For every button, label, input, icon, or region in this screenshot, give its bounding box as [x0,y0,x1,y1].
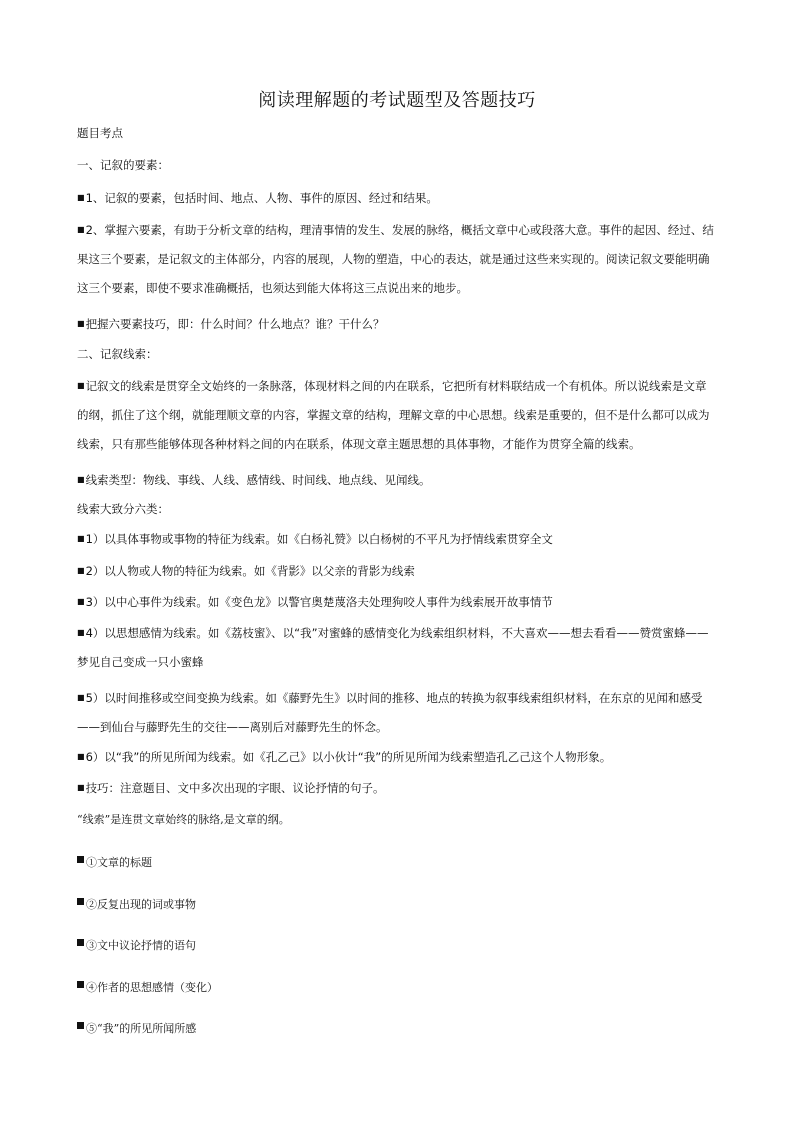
section-label: 题目考点 [77,126,123,140]
paragraph-clue-def: ■记叙文的线索是贯穿全文始终的一条脉落，体现材料之间的内在联系，它把所有材料联结成一个有机体。所以说线索是文章的纲，抓住了这个纲，就能理顺文章的内容，掌握文章的结构，理解文章的中心思想。线索是重要的，但不是什么都可以成为线索，只有那些能够体现各种材料之间的内在联系，体现文章主题思想的具体事物，才能作为贯穿全篇的线索。 [77,379,710,451]
bullet-icon: ■ [77,628,85,637]
heading-narrative-elements: 一、记叙的要素： [77,158,169,172]
bullet-icon: ■ [77,381,85,390]
bullet-icon: ■ [77,783,85,792]
list-item-clue-6: ■6）以“我”的所见所闻为线索。如《孔乙己》以小伙计“我”的所见所闻为线索塑造孔乙己这个人物形象。 [77,750,612,764]
bullet-icon: ■ [77,534,85,543]
heading-narrative-clue: 二、记叙线索： [77,347,158,361]
bullet-icon: ■ [77,193,85,202]
list-item-hint-4: ④作者的思想感情（变化） [77,980,218,996]
list-item-clue-1: ■1）以具体事物或事物的特征为线索。如《白杨礼赞》以白杨树的不平凡为抒情线索贯穿全文 [77,532,553,546]
list-item-clue-2: ■2）以人物或人物的特征为线索。如《背影》以父亲的背影为线索 [77,564,415,578]
paragraph-elements-def: ■1、记叙的要素，包括时间、地点、人物、事件的原因、经过和结果。 [77,191,438,205]
paragraph-six-elements-tip: ■把握六要素技巧，即：什么时间？什么地点？谁？干什么？ [77,317,385,331]
list-item-clue-5: ■5）以时间推移或空间变换为线索。如《藤野先生》以时间的推移、地点的转换为叙事线索组织材料，在东京的见闻和感受——到仙台与藤野先生的交往——离别后对藤野先生的怀念。 [77,691,703,734]
bullet-icon [77,856,84,863]
list-item-hint-2: ②反复出现的词或事物 [77,897,196,913]
bullet-icon: ■ [77,752,85,761]
bullet-icon: ■ [77,566,85,575]
bullet-icon [77,939,84,946]
bullet-icon [77,981,84,988]
quote-clue: “线索”是连贯文章始终的脉络,是文章的纲。 [77,813,290,826]
list-item-hint-3: ③文中议论抒情的语句 [77,938,196,954]
bullet-icon: ■ [77,693,85,702]
bullet-icon [77,898,84,905]
bullet-icon: ■ [77,225,85,234]
list-item-hint-5: ⑤“我”的所见所闻所感 [77,1021,196,1037]
paragraph-clue-types: ■线索类型：物线、事线、人线、感情线、时间线、地点线、见闻线。 [77,473,431,487]
bullet-icon: ■ [77,475,85,484]
list-item-clue-4: ■4）以思想感情为线索。如《荔枝蜜》、以“我”对蜜蜂的感情变化为线索组织材料，不大喜欢——想去看看——赞赏蜜蜂——梦见自己变成一只小蜜蜂 [77,626,709,669]
list-item-clue-3: ■3）以中心事件为线索。如《变色龙》以警官奥楚蔑洛夫处理狗咬人事件为线索展开故事情节 [77,595,553,609]
list-item-hint-1: ①文章的标题 [77,855,152,871]
page-title: 阅读理解题的考试题型及答题技巧 [258,90,536,111]
paragraph-six-categories: 线索大致分六类： [77,502,169,516]
paragraph-six-elements: ■2、掌握六要素，有助于分析文章的结构，理清事情的发生、发展的脉络，概括文章中心或段落大意。事件的起因、经过、结果这三个要素，是记叙文的主体部分，内容的展现，人物的塑造，中心的表达，就是通过这些来实现的。阅读记叙文要能明确这三个要素，即使不要求准确概括，也须达到能大体将这三点说出来的地步。 [77,223,714,295]
paragraph-tip: ■技巧：注意题目、文中多次出现的字眼、议论抒情的句子。 [77,781,385,795]
bullet-icon: ■ [77,597,85,606]
bullet-icon [77,1022,84,1029]
bullet-icon: ■ [77,319,85,328]
